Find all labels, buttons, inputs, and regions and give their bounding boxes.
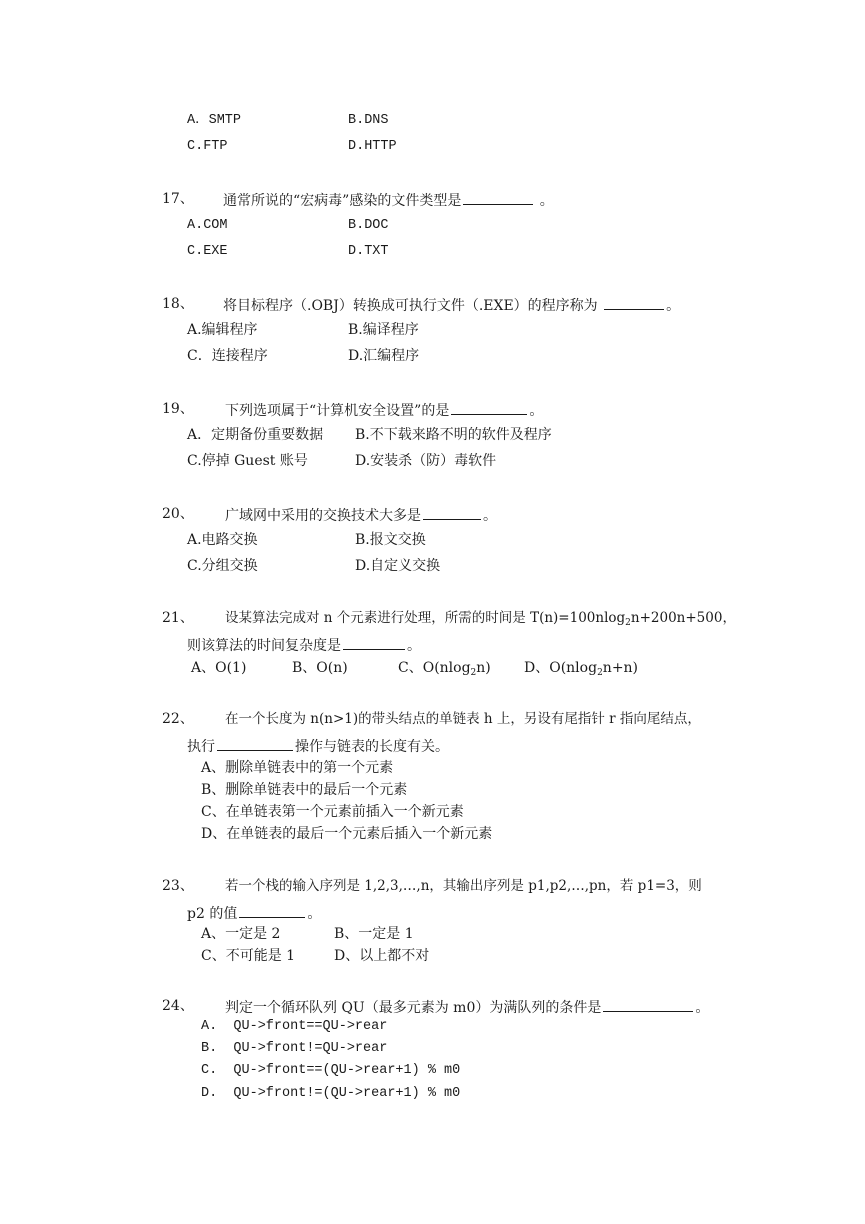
q21-option-c xyxy=(398,659,491,677)
q22-line2-a: 执行 xyxy=(187,739,215,755)
q17-option-c: C.EXE xyxy=(187,244,228,259)
q19-option-d: D.安装杀（防）毒软件 xyxy=(355,453,497,469)
q21-option-a: A、O(1) xyxy=(191,660,247,676)
q20-option-a: A.电路交换 xyxy=(187,532,258,548)
q23-option-b: B、一定是 1 xyxy=(334,926,414,942)
q21-line2-text: 则该算法的时间复杂度是 xyxy=(187,638,341,654)
q24-text: 判定一个循环队列 QU（最多元素为 m0）为满队列的条件是 xyxy=(225,1000,602,1016)
q21-option-d-sub: 2 xyxy=(597,668,603,678)
q20-option-b: B.报文交换 xyxy=(355,532,426,548)
q24-option-a: A. QU->front==QU->rear xyxy=(201,1019,388,1034)
q23-line2 xyxy=(187,903,321,923)
q19-option-a: A．定期备份重要数据 xyxy=(187,427,324,443)
q21-text-a: 设某算法完成对 n 个元素进行处理，所需的时间是 T(n)=100nlog xyxy=(225,610,626,626)
q21-option-c-b: n) xyxy=(476,660,491,676)
q17-number: 17、 xyxy=(162,191,194,207)
q18-answer-blank xyxy=(604,295,664,310)
q19-text: 下列选项属于“计算机安全设置”的是 xyxy=(225,403,450,419)
q16-option-c: C.FTP xyxy=(187,139,228,154)
q17-text: 通常所说的“宏病毒”感染的文件类型是 xyxy=(223,193,462,209)
q24-option-d: D. QU->front!=(QU->rear+1) % m0 xyxy=(201,1086,461,1101)
q19-stem xyxy=(225,400,543,420)
q21-subscript: 2 xyxy=(625,618,631,628)
q19-option-b: B.不下载来路不明的软件及程序 xyxy=(355,427,552,443)
q17-option-b: B.DOC xyxy=(348,218,389,233)
q16-option-b: B.DNS xyxy=(348,113,389,128)
q21-answer-blank xyxy=(343,635,405,650)
q21-text-b: n+200n+500， xyxy=(630,610,736,626)
q21-number: 21、 xyxy=(162,610,194,626)
q17-answer-blank xyxy=(463,190,533,205)
q21-option-d-b: n+n) xyxy=(602,660,639,676)
q22-line2-b: 操作与链表的长度有关。 xyxy=(295,739,449,755)
q20-stem xyxy=(225,505,497,525)
q24-stem xyxy=(225,997,709,1017)
q22-stem: 在一个长度为 n(n>1)的带头结点的单链表 h 上，另设有尾指针 r 指向尾结点， xyxy=(225,711,701,727)
q23-answer-blank xyxy=(239,903,305,918)
q19-end: 。 xyxy=(529,403,544,419)
q23-stem: 若一个栈的输入序列是 1,2,3,…,n，其输出序列是 p1,p2,…,pn，若 p1=3，则 xyxy=(225,878,702,894)
q23-number: 23、 xyxy=(162,878,194,894)
q20-number: 20、 xyxy=(162,506,194,522)
q17-option-d: D.TXT xyxy=(348,244,389,259)
q23-option-a: A、一定是 2 xyxy=(201,926,281,942)
q20-option-d: D.自定义交换 xyxy=(355,558,441,574)
q21-line2 xyxy=(187,635,421,655)
q18-number: 18、 xyxy=(162,296,194,312)
q22-number: 22、 xyxy=(162,711,194,727)
q24-end: 。 xyxy=(695,1000,710,1016)
q21-option-d xyxy=(524,659,638,677)
q18-text: 将目标程序（.OBJ）转换成可执行文件（.EXE）的程序称为 xyxy=(223,298,598,314)
q24-answer-blank xyxy=(603,997,693,1012)
q22-option-a: A、删除单链表中的第一个元素 xyxy=(201,760,394,776)
q23-line2-text: p2 的值 xyxy=(187,906,238,922)
q20-text: 广域网中采用的交换技术大多是 xyxy=(225,508,421,524)
q23-option-c: C、不可能是 1 xyxy=(201,948,296,964)
q24-option-c: C. QU->front==(QU->rear+1) % m0 xyxy=(201,1063,461,1078)
q18-option-a: A.编辑程序 xyxy=(187,322,258,338)
q23-option-d: D、以上都不对 xyxy=(334,948,430,964)
q20-option-c: C.分组交换 xyxy=(187,558,258,574)
q16-option-d: D.HTTP xyxy=(348,139,397,154)
q20-answer-blank xyxy=(423,505,481,520)
q18-option-d: D.汇编程序 xyxy=(348,348,420,364)
q21-option-b: B、O(n) xyxy=(292,660,348,676)
q19-option-c: C.停掉 Guest 账号 xyxy=(187,453,308,469)
q19-answer-blank xyxy=(451,400,527,415)
q18-option-b: B.编译程序 xyxy=(348,322,419,338)
q17-option-a: A.COM xyxy=(187,218,228,233)
q24-option-b: B. QU->front!=QU->rear xyxy=(201,1041,388,1056)
q21-option-c-sub: 2 xyxy=(470,668,477,678)
q16-option-a: A．SMTP xyxy=(187,113,242,128)
q24-number: 24、 xyxy=(162,998,194,1014)
q22-option-c: C、在单链表第一个元素前插入一个新元素 xyxy=(201,804,464,820)
q18-stem xyxy=(223,295,680,315)
q17-end: 。 xyxy=(539,193,554,209)
q22-option-b: B、删除单链表中的最后一个元素 xyxy=(201,782,408,798)
q21-end: 。 xyxy=(407,638,421,654)
q20-end: 。 xyxy=(483,508,497,524)
q21-option-d-a: D、O(nlog xyxy=(524,660,598,676)
q22-line2 xyxy=(187,736,449,756)
q21-option-c-a: C、O(nlog xyxy=(398,660,471,676)
q21-stem xyxy=(225,609,736,627)
q22-answer-blank xyxy=(217,736,293,751)
q19-number: 19、 xyxy=(162,401,194,417)
q17-stem xyxy=(223,190,554,210)
q22-option-d: D、在单链表的最后一个元素后插入一个新元素 xyxy=(201,826,493,842)
q18-option-c: C．连接程序 xyxy=(187,348,268,364)
q18-end: 。 xyxy=(666,298,681,314)
q23-end: 。 xyxy=(307,906,322,922)
